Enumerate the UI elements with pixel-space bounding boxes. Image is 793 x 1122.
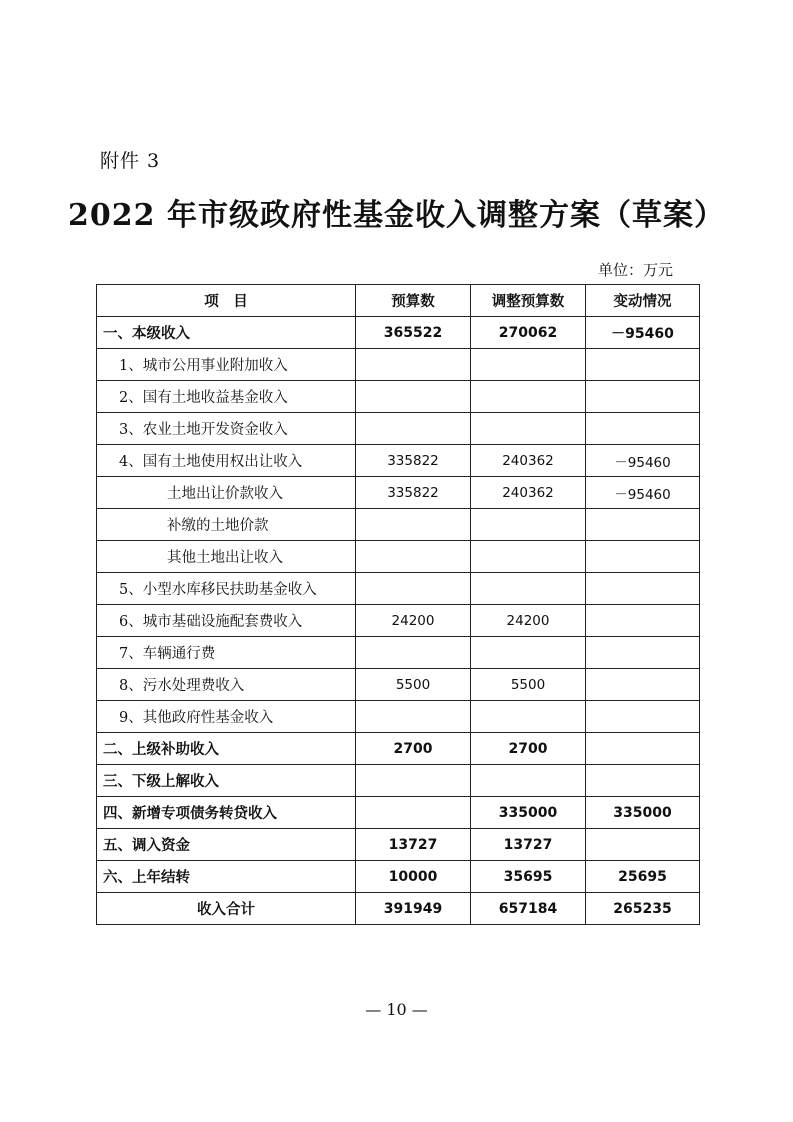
table-row — [97, 797, 700, 829]
table-row — [97, 669, 700, 701]
total-row-change-cell: 265235 — [586, 893, 700, 925]
row-change-cell: －95460 — [586, 445, 700, 477]
table-row — [97, 509, 700, 541]
row-budget-cell: 13727 — [356, 829, 471, 861]
row-change-cell — [586, 829, 700, 861]
row-adjusted-budget-cell: 24200 — [471, 605, 586, 637]
row-adjusted-budget-cell: 2700 — [471, 733, 586, 765]
row-adjusted-budget-cell — [471, 541, 586, 573]
row-item-cell: 其他土地出让收入 — [97, 541, 356, 573]
row-budget-cell — [356, 413, 471, 445]
revenue-adjustment-table — [96, 284, 700, 925]
row-budget-cell: 24200 — [356, 605, 471, 637]
table-row — [97, 861, 700, 893]
row-change-cell — [586, 541, 700, 573]
row-adjusted-budget-cell: 35695 — [471, 861, 586, 893]
row-adjusted-budget-cell: 270062 — [471, 317, 586, 349]
row-change-cell — [586, 381, 700, 413]
row-item-cell: 一、本级收入 — [97, 317, 356, 349]
row-change-cell: 335000 — [586, 797, 700, 829]
table-body — [97, 317, 700, 925]
row-item-cell: 2、国有土地收益基金收入 — [97, 381, 356, 413]
row-change-cell: －95460 — [586, 317, 700, 349]
row-item-cell: 6、城市基础设施配套费收入 — [97, 605, 356, 637]
header-change: 变动情况 — [586, 285, 700, 317]
row-change-cell: －95460 — [586, 477, 700, 509]
row-budget-cell — [356, 541, 471, 573]
header-item: 项 目 — [97, 285, 356, 317]
table-row — [97, 445, 700, 477]
row-item-cell: 5、小型水库移民扶助基金收入 — [97, 573, 356, 605]
attachment-label: 附件 3 — [100, 150, 161, 172]
table-header-row — [97, 285, 700, 317]
row-adjusted-budget-cell: 5500 — [471, 669, 586, 701]
unit-label: 单位：万元 — [598, 261, 674, 279]
row-budget-cell — [356, 637, 471, 669]
row-item-cell: 1、城市公用事业附加收入 — [97, 349, 356, 381]
total-row-adjusted-budget-cell: 657184 — [471, 893, 586, 925]
row-adjusted-budget-cell: 335000 — [471, 797, 586, 829]
row-budget-cell: 335822 — [356, 445, 471, 477]
table-row — [97, 381, 700, 413]
table-row — [97, 413, 700, 445]
row-budget-cell: 365522 — [356, 317, 471, 349]
row-change-cell — [586, 349, 700, 381]
page-title: 2022 年市级政府性基金收入调整方案（草案） — [68, 198, 725, 233]
row-change-cell — [586, 701, 700, 733]
total-row-item-cell: 收入合计 — [97, 893, 356, 925]
row-budget-cell — [356, 573, 471, 605]
table-row — [97, 605, 700, 637]
row-item-cell: 7、车辆通行费 — [97, 637, 356, 669]
row-change-cell — [586, 637, 700, 669]
table-row — [97, 733, 700, 765]
row-change-cell — [586, 765, 700, 797]
row-item-cell: 3、农业土地开发资金收入 — [97, 413, 356, 445]
row-adjusted-budget-cell — [471, 765, 586, 797]
table-row — [97, 317, 700, 349]
table-row — [97, 829, 700, 861]
row-adjusted-budget-cell — [471, 509, 586, 541]
row-budget-cell: 5500 — [356, 669, 471, 701]
table-row — [97, 701, 700, 733]
row-item-cell: 三、下级上解收入 — [97, 765, 356, 797]
row-change-cell — [586, 509, 700, 541]
row-change-cell: 25695 — [586, 861, 700, 893]
header-adjusted-budget: 调整预算数 — [471, 285, 586, 317]
row-item-cell: 4、国有土地使用权出让收入 — [97, 445, 356, 477]
row-budget-cell — [356, 765, 471, 797]
row-item-cell: 土地出让价款收入 — [97, 477, 356, 509]
row-change-cell — [586, 605, 700, 637]
table-total-row — [97, 893, 700, 925]
row-budget-cell — [356, 349, 471, 381]
header-budget: 预算数 — [356, 285, 471, 317]
table-row — [97, 541, 700, 573]
row-adjusted-budget-cell: 240362 — [471, 477, 586, 509]
row-adjusted-budget-cell — [471, 381, 586, 413]
row-budget-cell — [356, 797, 471, 829]
row-item-cell: 8、污水处理费收入 — [97, 669, 356, 701]
row-item-cell: 六、上年结转 — [97, 861, 356, 893]
row-adjusted-budget-cell — [471, 637, 586, 669]
row-change-cell — [586, 733, 700, 765]
row-change-cell — [586, 573, 700, 605]
row-item-cell: 补缴的土地价款 — [97, 509, 356, 541]
row-item-cell: 9、其他政府性基金收入 — [97, 701, 356, 733]
row-budget-cell — [356, 509, 471, 541]
row-adjusted-budget-cell: 13727 — [471, 829, 586, 861]
row-budget-cell — [356, 701, 471, 733]
row-budget-cell: 2700 — [356, 733, 471, 765]
table-row — [97, 573, 700, 605]
row-adjusted-budget-cell — [471, 573, 586, 605]
row-change-cell — [586, 413, 700, 445]
row-change-cell — [586, 669, 700, 701]
row-budget-cell: 10000 — [356, 861, 471, 893]
row-item-cell: 二、上级补助收入 — [97, 733, 356, 765]
table-row — [97, 477, 700, 509]
page-number: — 10 — — [365, 1000, 428, 1019]
table-row — [97, 637, 700, 669]
table-row — [97, 349, 700, 381]
row-budget-cell — [356, 381, 471, 413]
total-row-budget-cell: 391949 — [356, 893, 471, 925]
row-adjusted-budget-cell — [471, 349, 586, 381]
row-item-cell: 五、调入资金 — [97, 829, 356, 861]
table-row — [97, 765, 700, 797]
row-adjusted-budget-cell: 240362 — [471, 445, 586, 477]
row-adjusted-budget-cell — [471, 701, 586, 733]
row-adjusted-budget-cell — [471, 413, 586, 445]
row-budget-cell: 335822 — [356, 477, 471, 509]
row-item-cell: 四、新增专项债务转贷收入 — [97, 797, 356, 829]
